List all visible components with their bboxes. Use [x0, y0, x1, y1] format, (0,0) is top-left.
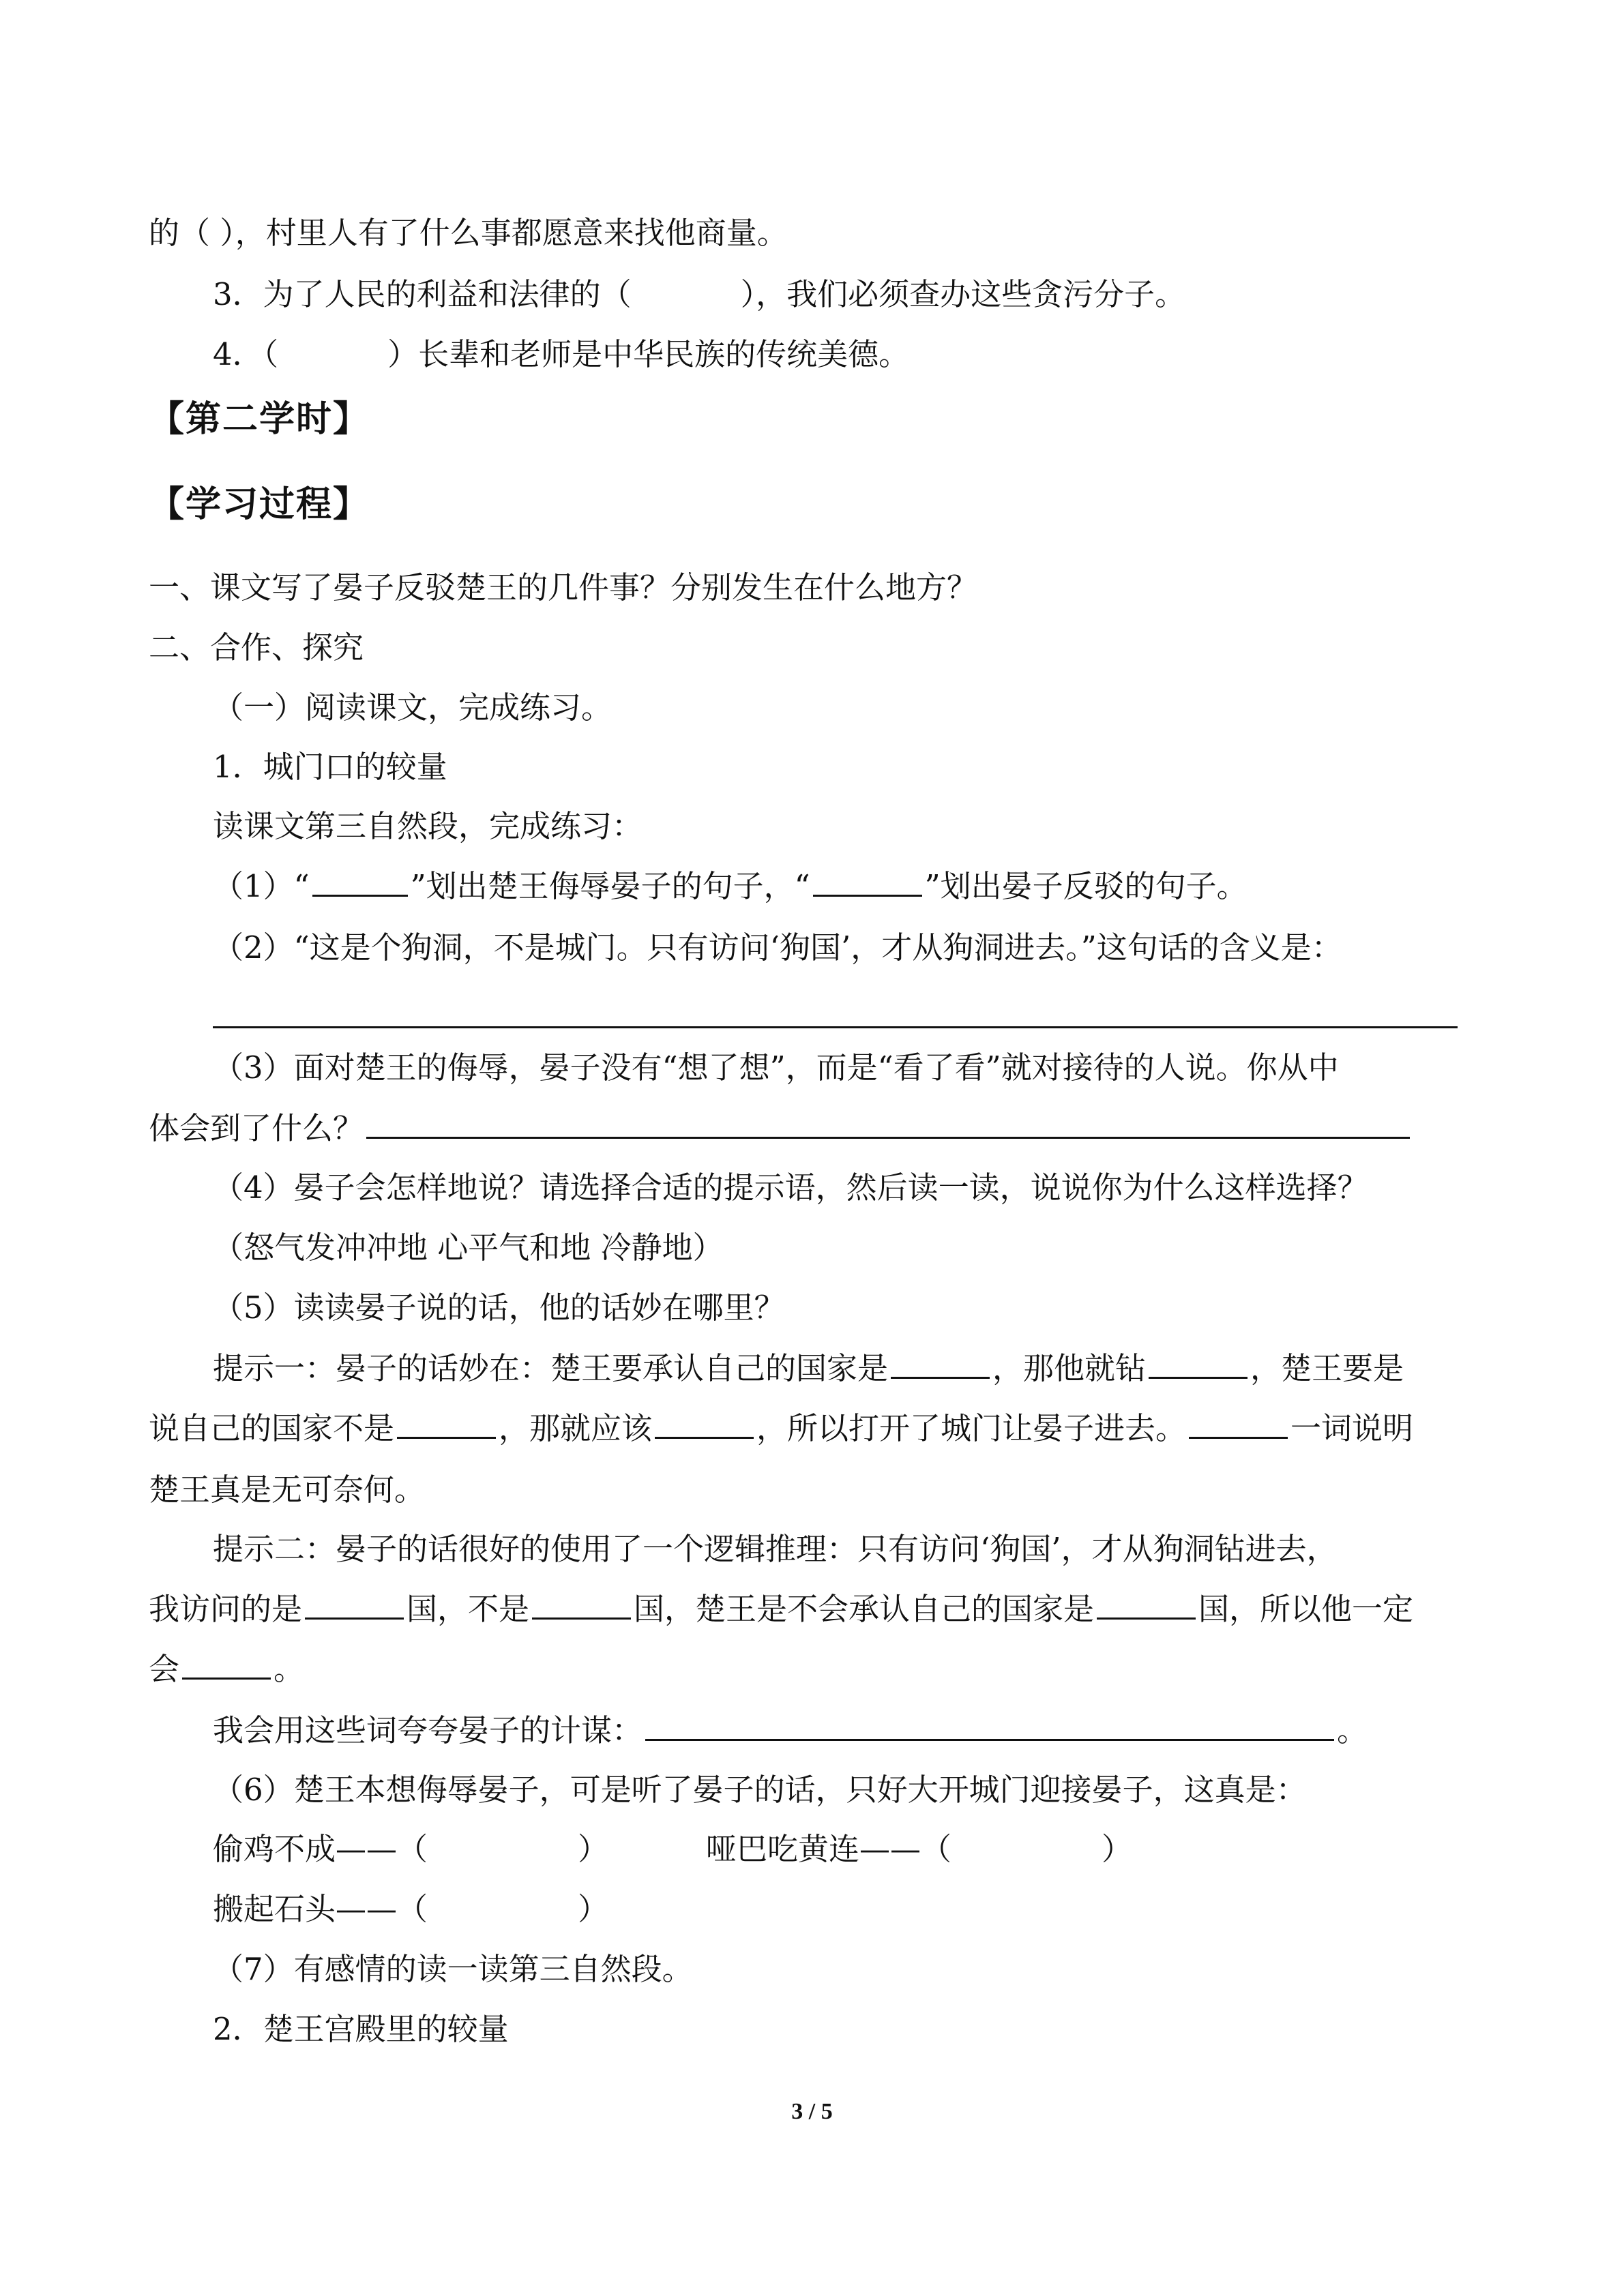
subsection-1-title: （一）阅读课文，完成练习。: [213, 689, 612, 726]
question-2: 二、合作、探究: [149, 629, 364, 666]
hint-2-line-1: 提示二：晏子的话很好的使用了一个逻辑推理：只有访问‘狗国’，才从狗洞钻进去，: [213, 1531, 1338, 1567]
exercise-4-options: （怒气发冲冲地 心平气和地 冷静地）: [213, 1229, 724, 1266]
part-1-intro: 读课文第三自然段，完成练习：: [213, 808, 643, 844]
exercise-2: （2）“这是个狗洞，不是城门。只有访问‘狗国’，才从狗洞进去。”这句话的含义是：: [213, 929, 1342, 966]
hint-2-line-2: 我访问的是 国，不是 国，楚王是不会承认自己的国家是 国，所以他一定: [149, 1591, 1414, 1627]
exercise-3-line-2: 体会到了什么？: [149, 1108, 1413, 1149]
praise-line: 我会用这些词夸夸晏子的计谋： 。: [213, 1712, 1368, 1748]
idiom-3: 搬起石头——（ ）: [213, 1891, 609, 1927]
exercise-1: （1）“ ”划出楚王侮辱晏子的句子，“ ”划出晏子反驳的句子。: [213, 868, 1247, 904]
exercise-3-line-1: （3）面对楚王的侮辱，晏子没有“想了想”，而是“看了看”就对接待的人说。你从中: [213, 1049, 1339, 1086]
question-1: 一、课文写了晏子反驳楚王的几件事？分别发生在什么地方？: [149, 569, 978, 606]
exercise-7: （7）有感情的读一读第三自然段。: [213, 1951, 693, 1987]
section-heading-second-lesson: 【第二学时】: [149, 398, 370, 440]
section-heading-learning-process: 【学习过程】: [149, 483, 370, 525]
fill-blank-line-3: 3．为了人民的利益和法律的（ ），我们必须查办这些贪污分子。: [213, 276, 1186, 312]
exercise-5: （5）读读晏子说的话，他的话妙在哪里？: [213, 1289, 785, 1326]
part-1-title: 1．城门口的较量: [213, 749, 447, 785]
fill-blank-line-4: 4．（ ）长辈和老师是中华民族的传统美德。: [213, 336, 910, 372]
idiom-2: 哑巴吃黄连——（ ）: [706, 1831, 1133, 1867]
hint-1-line-1: 提示一：晏子的话妙在：楚王要承认自己的国家是 ，那他就钻 ，楚王要是: [213, 1350, 1404, 1386]
hint-1-line-3: 楚王真是无可奈何。: [149, 1472, 426, 1508]
hint-1-line-2: 说自己的国家不是 ，那就应该 ，所以打开了城门让晏子进去。 一词说明: [149, 1410, 1414, 1446]
idiom-1: 偷鸡不成——（ ）: [213, 1831, 609, 1867]
page-number: 3 / 5: [791, 2099, 833, 2124]
part-2-title: 2．楚王宫殿里的较量: [213, 2011, 509, 2047]
fill-blank-line-1: 的（ ），村里人有了什么事都愿意来找他商量。: [149, 215, 788, 251]
exercise-6: （6）楚王本想侮辱晏子，可是听了晏子的话，只好大开城门迎接晏子，这真是：: [213, 1772, 1307, 1808]
answer-line-exercise-2: [213, 1026, 1458, 1028]
exercise-4: （4）晏子会怎样地说？请选择合适的提示语，然后读一读，说说你为什么这样选择？: [213, 1169, 1368, 1206]
hint-2-line-3: 会 。: [149, 1651, 305, 1687]
